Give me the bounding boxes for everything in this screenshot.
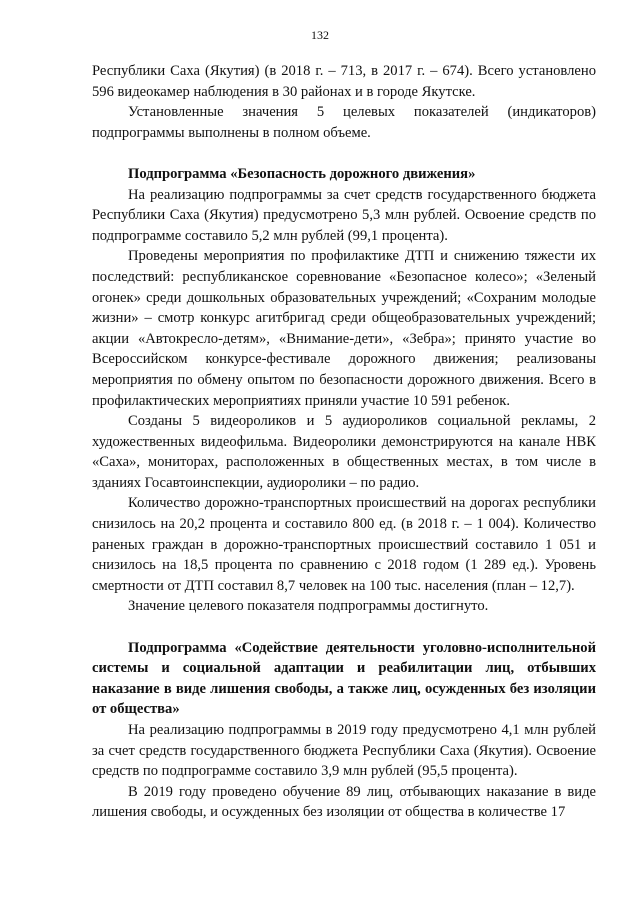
paragraph: Созданы 5 видеороликов и 5 аудиороликов социальной рекламы, 2 художественных видеофильма. Видеоролики демонстрируются на канале НВК «Саха», мониторах, расположенных в общественных местах, в том числе в зданиях Госавтоинспекции, аудиоролики – по радио. xyxy=(92,413,596,491)
paragraph: Значение целевого показателя подпрограммы достигнуто. xyxy=(128,598,489,615)
paragraph: Количество дорожно-транспортных происшествий на дорогах республики снизилось на 20,2 процента и составило 800 ед. (в 2018 г. – 1 004). Количество раненых граждан в дорожно-транспортных происшествий составило 1 051 и снизилось на 18,5 процента по сравнению с 2018 годом (1 289 ед.). Уровень смертности от ДТП составил 8,7 человек на 100 тыс. населения (план – 12,7). xyxy=(92,495,596,594)
page-number: 132 xyxy=(311,28,329,42)
document-body xyxy=(92,61,596,823)
paragraph: Проведены мероприятия по профилактике ДТП и снижению тяжести их последствий: республиканское соревнование «Безопасное колесо»; «Зеленый огонек» среди дошкольных образовательных учреждений; «Сохраним молодые жизни» – смотр конкурс агитбригад среди общеобразовательных учреждений; акции «Автокресло-детям», «Внимание-дети», «Зебра»; принято участие во Всероссийском конкурсе-фестивале дорожного движения; реализованы мероприятия по обмену опытом по безопасности дорожного движения. Всего в профилактических мероприятиях приняли участие 10 591 ребенок. xyxy=(92,248,596,409)
paragraph: Республики Саха (Якутия) (в 2018 г. – 713, в 2017 г. – 674). Всего установлено 596 видеокамер наблюдения в 30 районах и в городе Якутске. xyxy=(92,63,596,100)
section-heading: Подпрограмма «Безопасность дорожного движения» xyxy=(128,165,476,182)
paragraph-gap xyxy=(92,143,596,164)
section-heading: Подпрограмма «Содействие деятельности уголовно-исполнительной системы и социальной адаптации и реабилитации лиц, отбывших наказание в виде лишения свободы, а также лиц, осужденных без изоляции от общества» xyxy=(92,639,596,718)
paragraph: В 2019 году проведено обучение 89 лиц, отбывающих наказание в виде лишения свободы, и осужденных без изоляции от общества в количестве 17 xyxy=(92,783,596,821)
paragraph-gap xyxy=(92,617,596,638)
paragraph: Установленные значения 5 целевых показателей (индикаторов) подпрограммы выполнены в полном объеме. xyxy=(92,104,596,141)
paragraph: На реализацию подпрограммы в 2019 году предусмотрено 4,1 млн рублей за счет средств государственного бюджета Республики Саха (Якутия). Освоение средств по подпрограмме составило 3,9 млн рублей (95,5 процента). xyxy=(92,722,596,780)
paragraph: На реализацию подпрограммы за счет средств государственного бюджета Республики Саха (Якутия) предусмотрено 5,3 млн рублей. Освоение средств по подпрограмме составило 5,2 млн рублей (99,1 процента). xyxy=(92,186,596,244)
